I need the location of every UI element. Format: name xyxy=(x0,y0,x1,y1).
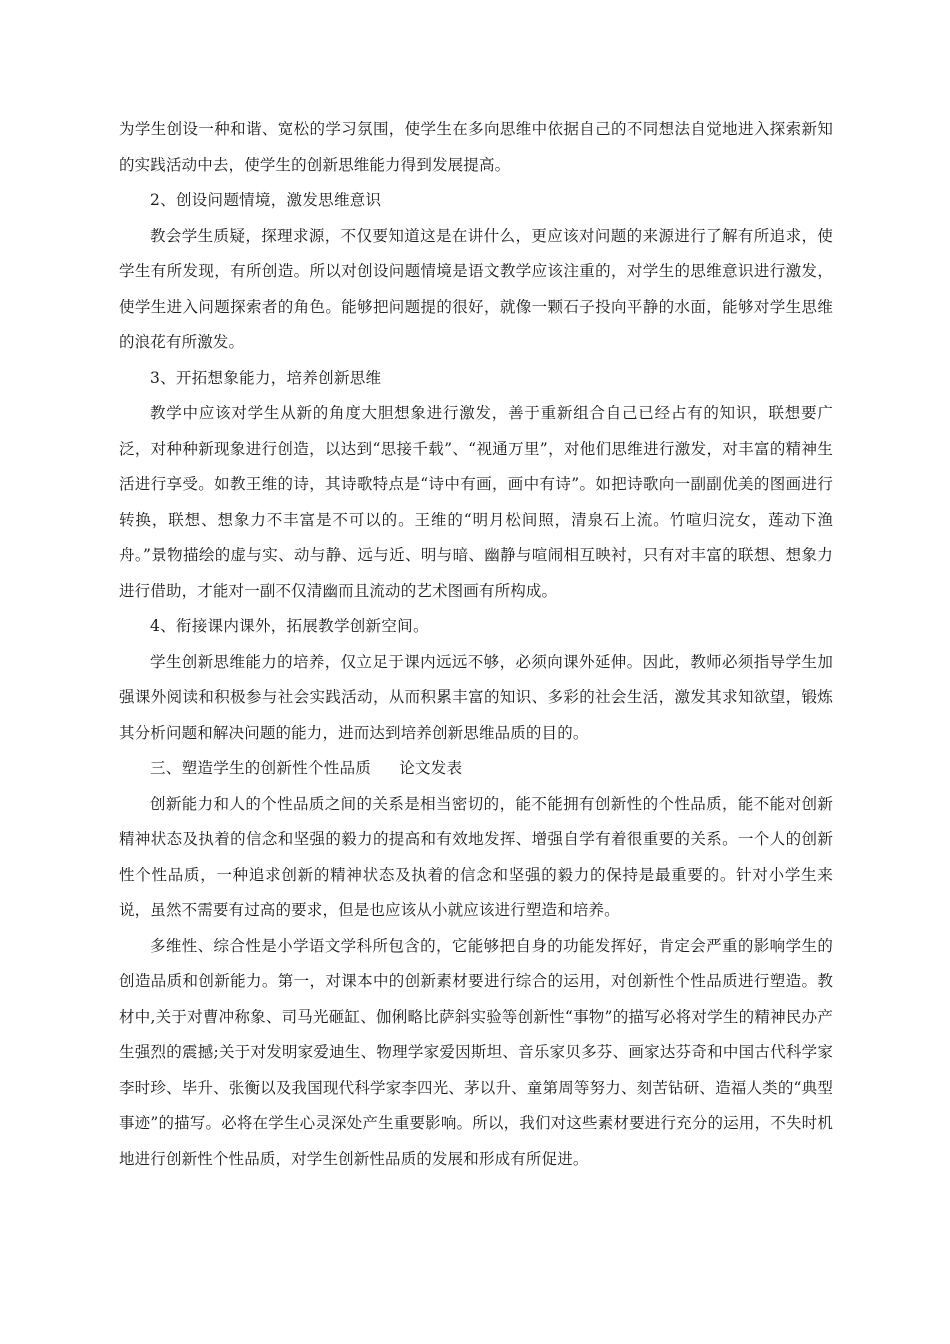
paragraph-question-situation: 教会学生质疑，探理求源，不仅要知道这是在讲什么，更应该对问题的来源进行了解有所追求，使学生有所发现，有所创造。所以对创设问题情境是语文教学应该注重的，对学生的思维意识进行激发，使学生进入问题探索者的角色。能够把问题提的很好，就像一颗石子投向平静的水面，能够对学生思维的浪花有所激发。 xyxy=(119,226,833,351)
paragraph-extracurricular: 学生创新思维能力的培养，仅立足于课内远远不够，必须向课外延伸。因此，教师必须指导学生加强课外阅读和积极参与社会实践活动，从而积累丰富的知识、多彩的社会生活，激发其求知欲望，锻炼其分析问题和解决问题的能力，进而达到培养创新思维品质的目的。 xyxy=(119,652,833,742)
section-heading-three xyxy=(119,751,833,787)
section-heading-three-text: 三、塑造学生的创新性个性品质 xyxy=(150,759,372,777)
section-heading-4: 4、衔接课内课外，拓展教学创新空间。 xyxy=(150,617,429,635)
paper-publish-tag: 论文发表 xyxy=(399,759,463,777)
section-heading-3: 3、开拓想象能力，培养创新思维 xyxy=(150,368,382,387)
section-heading-2: 2、创设问题情境，激发思维意识 xyxy=(150,191,382,209)
paragraph-personality-quality: 创新能力和人的个性品质之间的关系是相当密切的，能不能拥有创新性的个性品质，能不能对创新精神状态及执着的信念和坚强的毅力的提高和有效地发挥、增强自学有着很重要的关系。一个人的创新性个性品质，一种追求创新的精神状态及执着的信念和坚强的毅力的保持是最重要的。针对小学生来说，虽然不需要有过高的要求，但是也应该从小就应该进行塑造和培养。 xyxy=(119,794,833,919)
document-page xyxy=(119,112,833,1177)
paragraph-imagination: 教学中应该对学生从新的角度大胆想象进行激发，善于重新组合自己已经占有的知识，联想要广泛，对种种新现象进行创造，以达到“思接千载”、“视通万里”，对他们思维进行激发，对丰富的精神生活进行享受。如教王维的诗，其诗歌特点是“诗中有画，画中有诗”。如把诗歌向一副副优美的图画进行转换，联想、想象力不丰富是不可以的。王维的“明月松间照，清泉石上流。竹喧归浣女，莲动下渔舟。”景物描绘的虚与实、动与静、远与近、明与暗、幽静与喧闹相互映衬，只有对丰富的联想、想象力进行借助，才能对一副不仅清幽而且流动的艺术图画有所构成。 xyxy=(119,404,833,600)
paragraph-comprehensive-materials: 多维性、综合性是小学语文学科所包含的，它能够把自身的功能发挥好，肯定会严重的影响学生的创造品质和创新能力。第一，对课本中的创新素材要进行综合的运用，对创新性个性品质进行塑造。教材中,关于对曹冲称象、司马光砸缸、伽俐略比萨斜实验等创新性“事物”的描写必将对学生的精神民办产生强烈的震撼;关于对发明家爱迪生、物理学家爱因斯坦、音乐家贝多芬、画家达芬奇和中国古代科学家李时珍、毕升、张衡以及我国现代科学家李四光、茅以升、童第周等努力、刻苦钻研、造福人类的“典型事迹”的描写。必将在学生心灵深处产生重要影响。所以，我们对这些素材要进行充分的运用，不失时机地进行创新性个性品质，对学生创新性品质的发展和形成有所促进。 xyxy=(119,936,833,1168)
paragraph-intro-continuation: 为学生创设一种和谐、宽松的学习氛围，使学生在多向思维中依据自己的不同想法自觉地进入探索新知的实践活动中去，使学生的创新思维能力得到发展提高。 xyxy=(119,120,833,174)
